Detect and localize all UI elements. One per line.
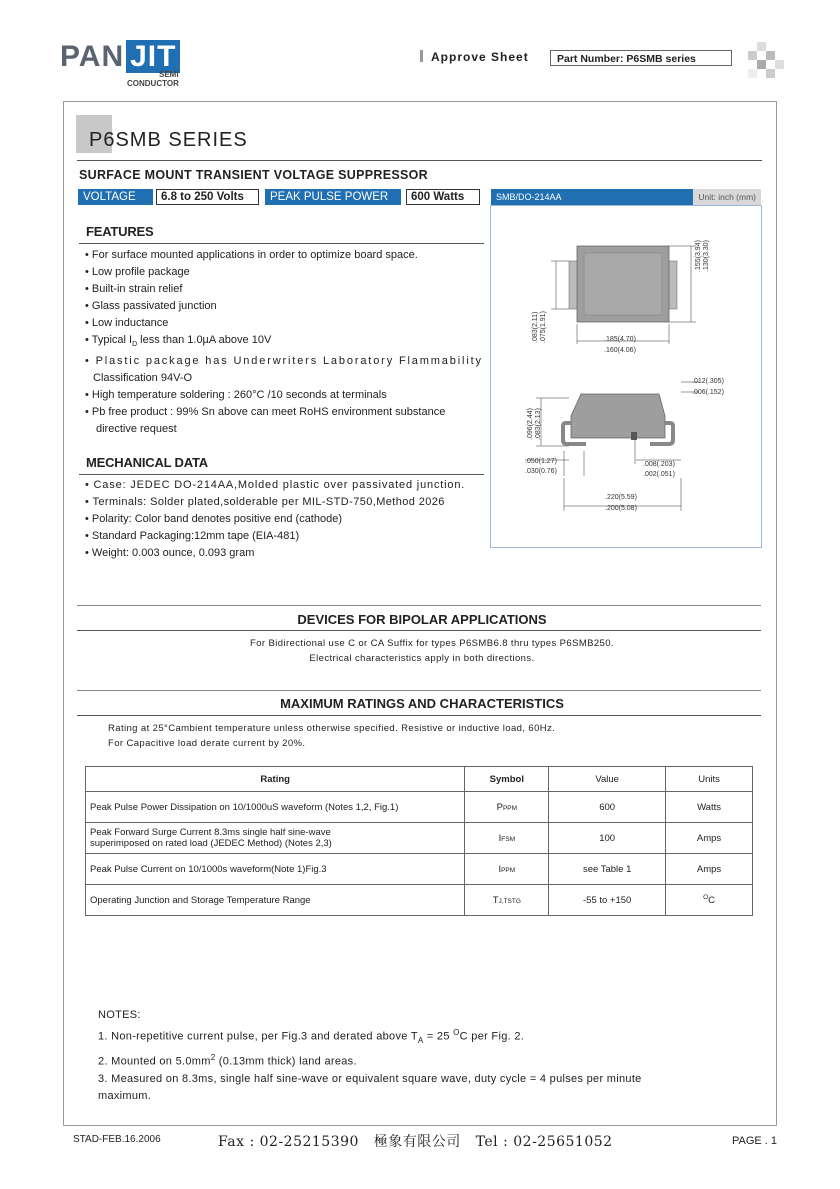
dim-label: .185(4.70) [604,336,636,343]
table-header-row [86,767,753,792]
package-header [491,189,761,205]
symbol-subscript: J,TSTG [498,897,521,905]
symbol-subscript: PPM [501,866,516,874]
symbol-subscript: PPM [502,804,518,812]
list-item: • Built-in strain relief [85,283,183,295]
bipolar-divider [77,630,761,631]
units-cell: Amps [666,823,753,854]
mechanical-divider [79,474,484,475]
dim-label: .075(1.91) [540,311,547,343]
rating-cell: Peak Pulse Power Dissipation on 10/1000uS waveform (Notes 1,2, Fig.1) [86,792,465,823]
note-text: C per Fig. 2. [459,1030,525,1043]
list-item [85,332,487,353]
note-item: maximum. [98,1089,152,1102]
package-name: SMB/DO-214AA [496,192,562,202]
dim-label: .012(.305) [692,378,724,385]
table-row [86,823,753,854]
dim-label: .030(0.76) [525,468,557,475]
voltage-label: VOLTAGE [78,189,153,205]
rating-cell: Peak Pulse Current on 10/1000s waveform(Note 1)Fig.3 [86,854,465,885]
bipolar-heading: DEVICES FOR BIPOLAR APPLICATIONS [297,612,547,627]
voltage-value: 6.8 to 250 Volts [156,189,259,205]
logo-subtitle [127,70,179,88]
peak-power-value: 600 Watts [406,189,480,205]
logo-jit-text: JIT [126,40,180,73]
list-item: • Glass passivated junction [85,300,217,312]
features-divider [79,243,484,244]
list-item: • Case: JEDEC DO-214AA,Molded plastic over passivated junction. [85,479,466,491]
ratings-line-1: Rating at 25°Cambient temperature unless otherwise specified. Resistive or inductive load, 60Hz. [108,723,556,734]
features-heading: FEATURES [86,224,154,239]
column-header: Units [666,767,753,792]
symbol-cell [465,823,549,854]
symbol-text: P [496,801,503,813]
note-superscript: 2 [210,1052,216,1062]
symbol-text: I [498,832,502,844]
mechanical-heading: MECHANICAL DATA [86,455,208,470]
approve-text: Approve Sheet [431,50,529,64]
ratings-line-2: For Capacitive load derate current by 20%. [108,738,306,749]
note-text: 1. Non-repetitive current pulse, per Fig.3 and derated above T [98,1030,418,1043]
value-cell: -55 to +150 [549,885,666,916]
symbol-text: T [492,894,499,906]
table-row [86,885,753,916]
company-logo [60,40,180,74]
notes-heading: NOTES: [98,1009,141,1021]
notes-section [98,1007,642,1105]
list-item: • Plastic package has Underwriters Laboratory Flammability [85,355,483,368]
dim-label: .160(4.06) [604,347,636,354]
symbol-text: I [498,863,502,875]
dim-label: .083(2.11) [532,311,539,343]
rating-line: superimposed on rated load (JEDEC Method) (Notes 2,3) [90,838,332,849]
ratings-divider [77,715,761,716]
rating-cell [86,823,465,854]
value-cell: 600 [549,792,666,823]
note-item: 3. Measured on 8.3ms, single half sine-wave or equivalent square wave, duty cycle = 4 pulses per minute [98,1072,642,1085]
note-subscript: A [417,1035,424,1045]
title-divider [77,160,762,161]
peak-power-label: PEAK PULSE POWER [265,189,401,205]
logo-sub-semi: SEMI [159,70,179,79]
ratings-top-divider [77,690,761,691]
symbol-cell [465,792,549,823]
note-superscript: O [453,1028,460,1037]
column-header: Rating [86,767,465,792]
mechanical-list [85,477,487,562]
typical-subscript: D [132,341,138,349]
list-item: • Low inductance [85,317,169,329]
dim-label: .096(2.44) [527,408,534,440]
logo-pan-text: PAN [60,40,125,73]
units-cell: Amps [666,854,753,885]
symbol-cell [465,885,549,916]
list-item: • Polarity: Color band denotes positive end (cathode) [85,513,343,525]
rating-line: Peak Forward Surge Current 8.3ms single half sine-wave [90,827,331,838]
dim-label: .155(3.94) [695,240,702,272]
note-item [98,1024,642,1049]
value-cell: 100 [549,823,666,854]
list-item: • Terminals: Solder plated,solderable per MIL-STD-750,Method 2026 [85,496,445,508]
symbol-cell [465,854,549,885]
dim-label: .002(.051) [643,471,675,478]
list-item: • For surface mounted applications in order to optimize board space. [85,249,418,261]
list-item: Classification 94V-O [93,372,193,385]
page-title: P6SMB SERIES [89,129,248,151]
part-number-box: Part Number: P6SMB series [550,50,732,66]
table-row [86,854,753,885]
note-text: = 25 [423,1030,454,1043]
list-item: • Low profile package [85,266,190,278]
ratings-table [85,766,753,916]
note-item [98,1049,642,1071]
table-row [86,792,753,823]
bipolar-line-2: Electrical characteristics apply in both directions. [309,653,535,664]
dim-label: .200(5.08) [605,505,637,512]
footer-date: STAD-FEB.16.2006 [73,1134,161,1145]
list-item: • Weight: 0.003 ounce, 0.093 gram [85,547,255,559]
bipolar-line-1: For Bidirectional use C or CA Suffix for types P6SMB6.8 thru types P6SMB250. [250,638,614,649]
units-cell: Watts [666,792,753,823]
list-item: • Pb free product : 99% Sn above can meet RoHS environment substance [85,406,446,419]
typical-text: • Typical I [85,334,133,346]
rating-cell: Operating Junction and Storage Temperature Range [86,885,465,916]
column-header: Value [549,767,666,792]
dim-label: .130(3.30) [703,240,710,272]
units-text: C [708,895,715,907]
footer-page-number: PAGE . 1 [732,1135,778,1147]
units-cell [666,885,753,916]
footer-contact: Fax : 02-25215390 極象有限公司 Tel : 02-25651052 [218,1134,613,1150]
dim-label: .050(1.27) [525,458,557,465]
list-item: directive request [96,423,177,436]
dim-label: .083(2.13) [535,408,542,440]
note-text: 2. Mounted on 5.0mm [98,1055,211,1068]
dim-label: .008(.203) [643,461,675,468]
ratings-heading: MAXIMUM RATINGS AND CHARACTERISTICS [280,696,564,711]
subtitle: SURFACE MOUNT TRANSIENT VOLTAGE SUPPRESSOR [79,168,428,182]
note-text: (0.13mm thick) land areas. [215,1055,357,1068]
column-header: Symbol [465,767,549,792]
dim-label: .006(.152) [692,389,724,396]
package-unit: Unit: inch (mm) [693,189,761,205]
typical-rest: less than 1.0µA above 10V [137,334,272,346]
features-list [85,247,487,438]
dim-label: .220(5.59) [605,494,637,501]
logo-sub-conductor: CONDUCTOR [127,79,179,88]
approve-sheet-label [420,50,529,64]
list-item: • High temperature soldering : 260°C /10 seconds at terminals [85,389,387,402]
list-item: • Standard Packaging:12mm tape (EIA-481) [85,530,300,542]
symbol-subscript: FSM [501,835,515,843]
bipolar-top-divider [77,605,761,606]
value-cell: see Table 1 [549,854,666,885]
units-superscript: O [703,893,709,901]
